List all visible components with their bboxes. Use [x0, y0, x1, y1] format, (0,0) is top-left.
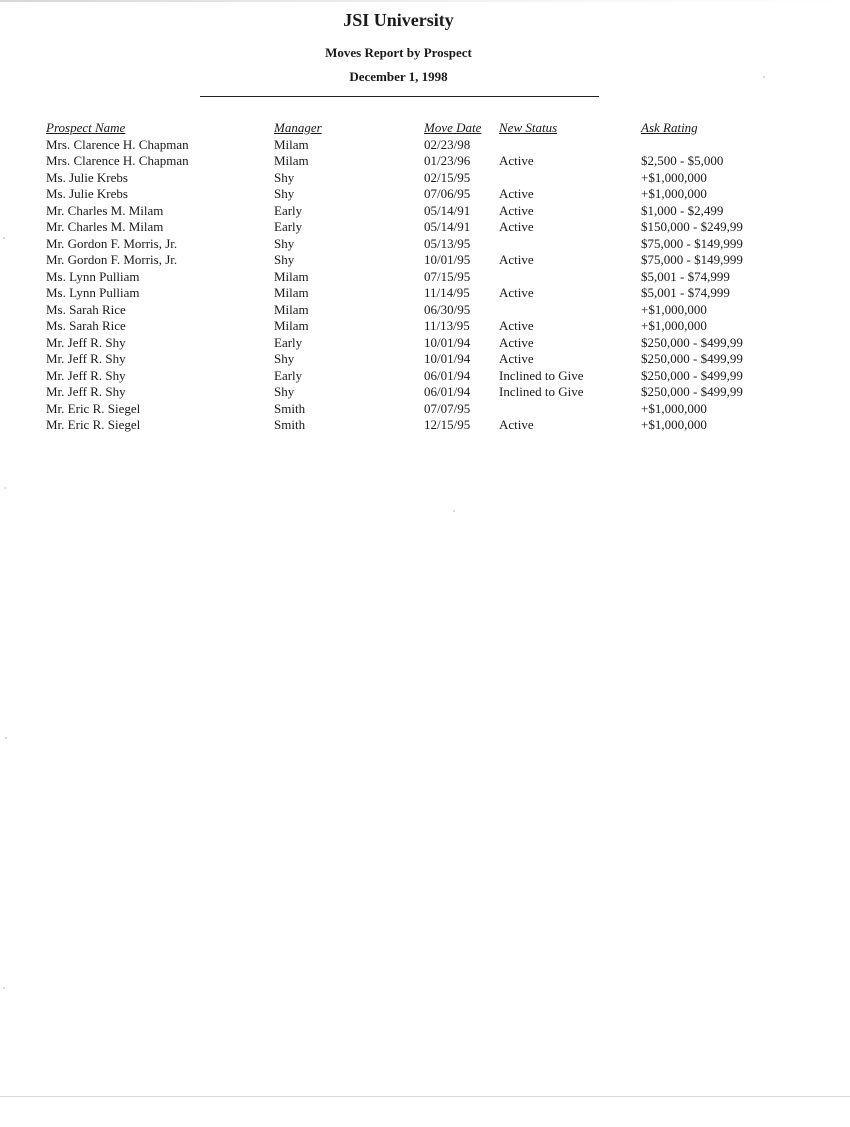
ask-rating-cell: $2,500 - $5,000 [641, 153, 724, 168]
prospect-name-cell: Mrs. Clarence H. Chapman [46, 153, 189, 168]
move-date-cell: 05/13/95 [424, 235, 471, 251]
manager-cell: Shy [274, 252, 295, 267]
prospect-name-cell: Mr. Jeff R. Shy [46, 367, 126, 383]
prospect-name-cell: Mr. Eric R. Siegel [46, 417, 141, 432]
move-date-cell: 07/15/95 [424, 268, 471, 284]
move-date-cell: 05/14/91 [424, 219, 471, 234]
manager-cell: Shy [274, 384, 295, 399]
table-row [46, 318, 781, 335]
prospect-name-cell: Ms. Sarah Rice [46, 301, 126, 317]
move-date-cell: 07/06/95 [424, 186, 471, 201]
table-row [46, 401, 781, 418]
manager-cell: Shy [274, 351, 295, 366]
move-date-cell: 02/15/95 [424, 169, 471, 185]
new-status-cell: Inclined to Give [499, 367, 584, 383]
table-row [46, 302, 781, 319]
ask-rating-cell: $150,000 - $249,99 [641, 219, 743, 234]
column-header-new-status: New Status [499, 120, 558, 135]
manager-cell: Early [274, 334, 303, 350]
manager-cell: Shy [274, 186, 295, 201]
table-header-row [46, 120, 781, 137]
move-date-cell: 11/13/95 [424, 318, 470, 333]
prospect-name-cell: Ms. Julie Krebs [46, 186, 128, 201]
manager-cell: Early [274, 219, 303, 234]
prospect-name-cell: Mr. Jeff R. Shy [46, 351, 126, 366]
report-title: JSI University [343, 10, 454, 30]
column-header-manager: Manager [274, 120, 322, 135]
table-row [46, 384, 781, 401]
header-rule [200, 96, 599, 97]
scan-edge-top [0, 0, 850, 2]
table-body [46, 137, 781, 434]
manager-cell: Early [274, 367, 303, 383]
ask-rating-cell: $75,000 - $149,999 [641, 252, 743, 267]
prospect-name-cell: Mr. Charles M. Milam [46, 219, 164, 234]
table-row [46, 269, 781, 286]
new-status-cell: Active [499, 417, 534, 432]
new-status-cell: Active [499, 202, 534, 218]
prospect-name-cell: Mr. Jeff R. Shy [46, 384, 126, 399]
new-status-cell: Active [499, 252, 534, 267]
prospect-name-cell: Mr. Gordon F. Morris, Jr. [46, 235, 178, 251]
new-status-cell: Active [499, 285, 534, 300]
prospect-name-cell: Ms. Sarah Rice [46, 318, 126, 333]
move-date-cell: 05/14/91 [424, 202, 471, 218]
manager-cell: Milam [274, 136, 309, 152]
table-row [46, 137, 781, 154]
new-status-cell [499, 401, 641, 418]
new-status-cell [499, 269, 641, 286]
move-date-cell: 06/01/94 [424, 367, 471, 383]
new-status-cell [499, 302, 641, 319]
new-status-cell: Active [499, 334, 534, 350]
manager-cell: Early [274, 202, 303, 218]
ask-rating-cell: +$1,000,000 [641, 301, 707, 317]
prospect-name-cell: Mr. Eric R. Siegel [46, 400, 141, 416]
table-row [46, 236, 781, 253]
table-row [46, 417, 781, 434]
ask-rating-cell: $75,000 - $149,999 [641, 235, 743, 251]
move-date-cell: 11/14/95 [424, 285, 470, 300]
table-row [46, 368, 781, 385]
move-date-cell: 10/01/94 [424, 351, 471, 366]
new-status-cell: Active [499, 186, 534, 201]
prospect-name-cell: Mr. Charles M. Milam [46, 202, 164, 218]
ask-rating-cell: $5,001 - $74,999 [641, 268, 730, 284]
prospect-name-cell: Mr. Jeff R. Shy [46, 334, 126, 350]
ask-rating-cell: $250,000 - $499,99 [641, 334, 743, 350]
new-status-cell [499, 170, 641, 187]
move-date-cell: 10/01/94 [424, 334, 471, 350]
ask-rating-cell: $1,000 - $2,499 [641, 202, 724, 218]
manager-cell: Milam [274, 285, 309, 300]
ask-rating-cell [641, 137, 781, 154]
manager-cell: Milam [274, 153, 309, 168]
manager-cell: Smith [274, 400, 306, 416]
move-date-cell: 10/01/95 [424, 252, 471, 267]
new-status-cell: Active [499, 318, 534, 333]
column-header-move-date: Move Date [424, 120, 482, 135]
manager-cell: Milam [274, 268, 309, 284]
column-header-ask-rating: Ask Rating [641, 120, 698, 135]
new-status-cell: Active [499, 153, 534, 168]
new-status-cell: Active [499, 219, 534, 234]
ask-rating-cell: +$1,000,000 [641, 400, 707, 416]
manager-cell: Milam [274, 301, 309, 317]
move-date-cell: 06/30/95 [424, 301, 471, 317]
manager-cell: Smith [274, 417, 306, 432]
move-date-cell: 01/23/96 [424, 153, 471, 168]
ask-rating-cell: +$1,000,000 [641, 186, 707, 201]
moves-table [46, 120, 781, 434]
table-header [46, 120, 781, 137]
move-date-cell: 12/15/95 [424, 417, 471, 432]
ask-rating-cell: +$1,000,000 [641, 318, 707, 333]
ask-rating-cell: $250,000 - $499,99 [641, 351, 743, 366]
prospect-name-cell: Ms. Lynn Pulliam [46, 268, 140, 284]
report-date: December 1, 1998 [349, 69, 448, 84]
move-date-cell: 02/23/98 [424, 136, 471, 152]
table-row [46, 252, 781, 269]
move-date-cell: 07/07/95 [424, 400, 471, 416]
column-header-prospect-name: Prospect Name [46, 120, 126, 135]
manager-cell: Milam [274, 318, 309, 333]
prospect-name-cell: Ms. Julie Krebs [46, 169, 128, 185]
table-row [46, 351, 781, 368]
table-row [46, 170, 781, 187]
table-row [46, 219, 781, 236]
ask-rating-cell: +$1,000,000 [641, 169, 707, 185]
new-status-cell: Inclined to Give [499, 384, 584, 399]
manager-cell: Shy [274, 169, 295, 185]
move-date-cell: 06/01/94 [424, 384, 471, 399]
prospect-name-cell: Mr. Gordon F. Morris, Jr. [46, 252, 178, 267]
report-subtitle: Moves Report by Prospect [325, 45, 472, 60]
ask-rating-cell: $250,000 - $499,99 [641, 367, 743, 383]
table-row [46, 186, 781, 203]
prospect-name-cell: Ms. Lynn Pulliam [46, 285, 140, 300]
prospect-name-cell: Mrs. Clarence H. Chapman [46, 136, 189, 152]
manager-cell: Shy [274, 235, 295, 251]
ask-rating-cell: $250,000 - $499,99 [641, 384, 743, 399]
table-row [46, 203, 781, 220]
ask-rating-cell: $5,001 - $74,999 [641, 285, 730, 300]
scan-edge-bottom [0, 1096, 850, 1097]
new-status-cell [499, 137, 641, 154]
table-row [46, 285, 781, 302]
table-row [46, 153, 781, 170]
ask-rating-cell: +$1,000,000 [641, 417, 707, 432]
new-status-cell [499, 236, 641, 253]
table-row [46, 335, 781, 352]
new-status-cell: Active [499, 351, 534, 366]
